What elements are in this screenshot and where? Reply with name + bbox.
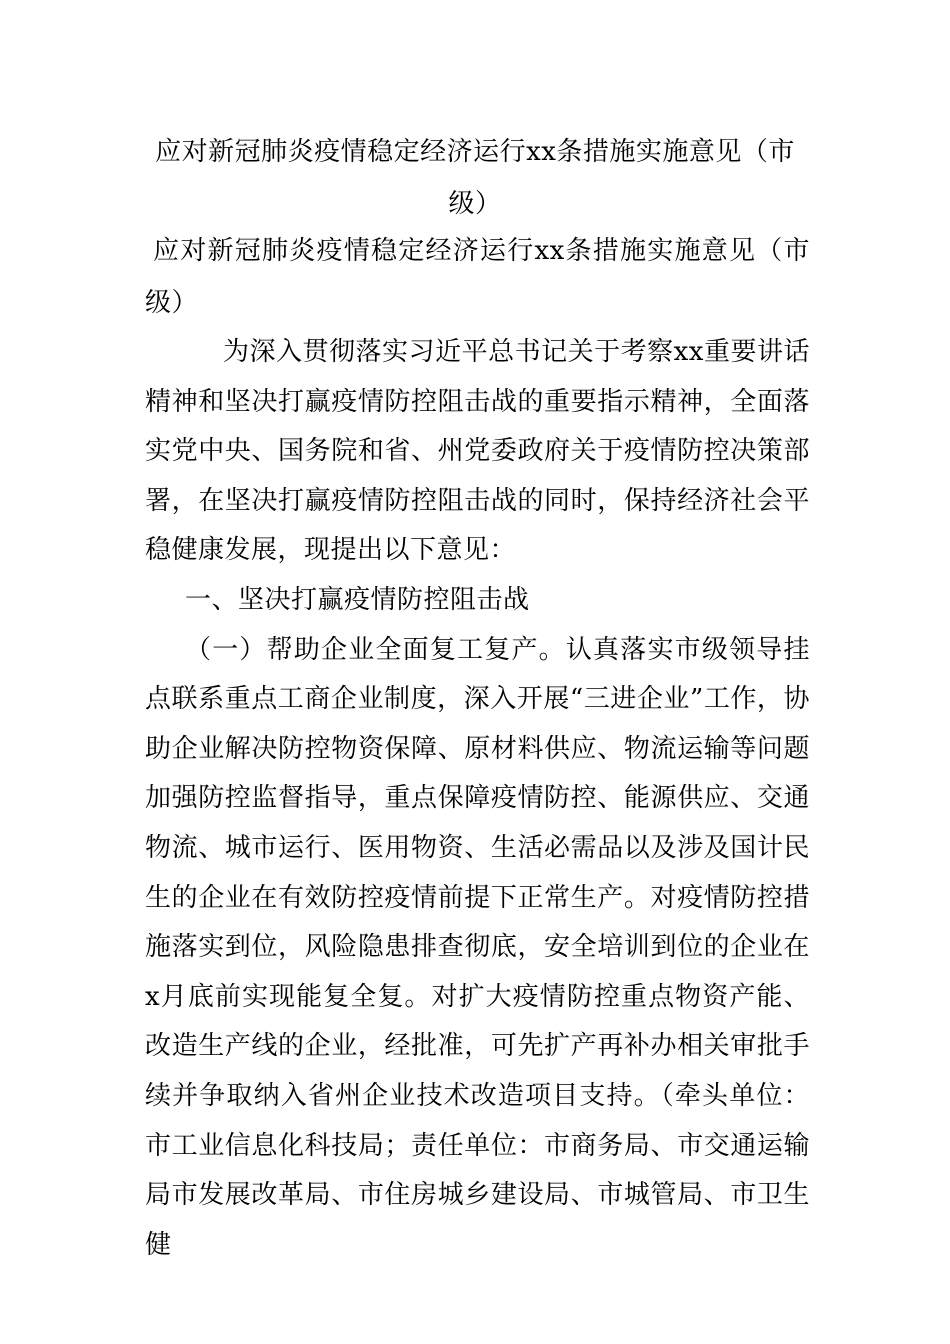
document-body [145, 328, 810, 1270]
document-subtitle: 应对新冠肺炎疫情稳定经济运行xx条措施实施意见（市级） [145, 236, 810, 318]
section-heading: 一、坚决打赢疫情防控阻击战 [185, 584, 530, 615]
document-title: 应对新冠肺炎疫情稳定经济运行xx条措施实施意见（市级） [155, 137, 795, 219]
intro-paragraph: 为深入贯彻落实习近平总书记关于考察xx重要讲话精神和坚决打赢疫情防控阻击战的重要指示精神，全面落实党中央、国务院和省、州党委政府关于疫情防控决策部署，在坚决打赢疫情防控阻击战的同时，保持经济社会平稳健康发展，现提出以下意见： [145, 337, 810, 566]
item-paragraph: （一）帮助企业全面复工复产。认真落实市级领导挂点联系重点工商企业制度，深入开展“三进企业”工作，协助企业解决防控物资保障、原材料供应、物流运输等问题加强防控监督指导，重点保障疫情防控、能源供应、交通物流、城市运行、医用物资、生活必需品以及涉及国计民生的企业在有效防控疫情前提下正常生产。对疫情防控措施落实到位，风险隐患排查彻底，安全培训到位的企业在x月底前实现能复全复。对扩大疫情防控重点物资产能、改造生产线的企业，经批准，可先扩产再补办相关审批手续并争取纳入省州企业技术改造项目支持。（牵头单位：市工业信息化科技局；责任单位：市商务局、市交通运输局市发展改革局、市住房城乡建设局、市城管局、市卫生健 [145, 634, 810, 1260]
